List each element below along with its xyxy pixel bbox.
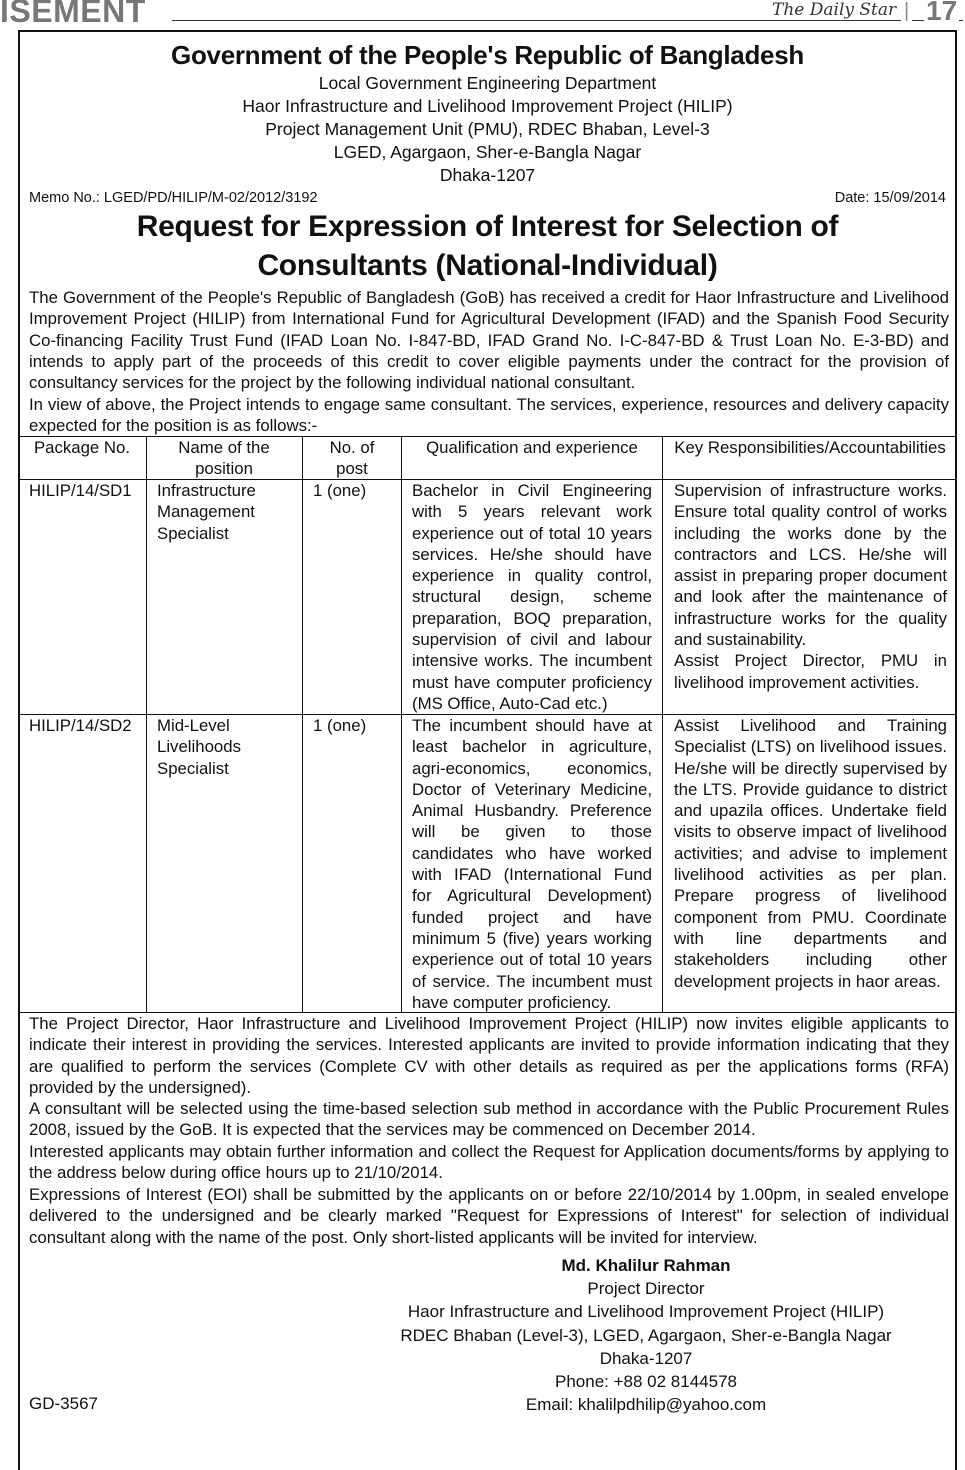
table-column-rule — [302, 436, 303, 1012]
row2-posts: 1 (one) — [313, 716, 367, 735]
closing-paragraph-submission: Expressions of Interest (EOI) shall be submitted by the applicants on or before 22/10/2014 by 1.00pm, in sealed envelope delivered to the undersigned and be clearly marked "Request for Expressions of Interest" for selection of individual consultant along with the name of the post. Only short-listed applicants will be invited for interview. — [29, 1185, 949, 1247]
signatory-name: Md. Khalilur Rahman — [561, 1256, 731, 1275]
gd-code: GD-3567 — [29, 1394, 98, 1413]
signature-line: Haor Infrastructure and Livelihood Improvement Project (HILIP) — [407, 1302, 885, 1322]
row2-package: HILIP/14/SD2 — [29, 716, 132, 735]
row1-package: HILIP/14/SD1 — [29, 481, 132, 500]
notice-title-line-2: Consultants (National-Individual) — [257, 249, 718, 282]
header-qualification: Qualification and experience — [426, 438, 638, 457]
table-column-rule — [662, 436, 663, 1012]
signature-line: Dhaka-1207 — [599, 1348, 693, 1368]
masthead-logo: The Daily Star — [768, 0, 900, 20]
project-line: Haor Infrastructure and Livelihood Improvement Project (HILIP) — [242, 96, 733, 116]
header-posts: No. of post — [329, 438, 375, 479]
closing-paragraph-selection: A consultant will be selected using the time-based selection sub method in accordance with the Public Procurement Rules 2008, issued by the GoB. It is expected that the services may be commenced on December 2014. — [29, 1099, 949, 1140]
table-column-rule — [401, 436, 402, 1012]
header-position: Name of the position — [178, 438, 270, 479]
address-line: LGED, Agargaon, Sher-e-Bangla Nagar — [333, 142, 642, 162]
closing-paragraph-invitation: The Project Director, Haor Infrastructure and Livelihood Improvement Project (HILIP) now invites eligible applicants to indicate their interest in providing the services. Interested applicants are invited to provide information indicating that they are qualified to perform the services (Complete CV with other details as required as per the applications forms (RFA) provided by the undersigned). — [29, 1014, 949, 1097]
signature-block — [346, 1254, 946, 1416]
signature-email: Email: khalilpdhilip@yahoo.com — [525, 1395, 767, 1415]
header-responsibilities: Key Responsibilities/Accountabilities — [674, 438, 946, 457]
row2-qualification: The incumbent should have at least bachelor in agriculture, agri-economics, economics, Doctor of Veterinary Medicine, Animal Husbandry. Preference will be given to those candidates who have worked with IFAD (International Fund for Agricultural Development) funded project and have minimum 5 (five) years working experience out of total 10 years of service. The incumbent must have computer proficiency. — [412, 716, 652, 1012]
table-column-rule — [146, 436, 147, 1012]
memo-number: Memo No.: LGED/PD/HILIP/M-02/2012/3192 — [29, 190, 318, 206]
page-header — [0, 0, 965, 30]
signatory-designation: Project Director — [587, 1279, 705, 1299]
row1-responsibility: Supervision of infrastructure works. Ensure total quality control of works including the works done by the contractors and LCS. He/she will assist in preparing proper document and look after the maintenance of infrastructure works for the quality and sustainability. — [674, 481, 947, 650]
notice-title-line-1: Request for Expression of Interest for Selection of — [136, 210, 839, 243]
row1-responsibility: Assist Project Director, PMU in livelihood improvement activities. — [674, 651, 947, 692]
city-line: Dhaka-1207 — [439, 165, 536, 185]
row1-qualification: Bachelor in Civil Engineering with 5 years relevant work experience out of total 10 years services. He/she should have experience in quality control, structural design, scheme preparation, BOQ preparation, supervision of civil and labour intensive works. The incumbent must have computer proficiency (MS Office, Auto-Cad etc.) — [412, 481, 652, 713]
department-line: Local Government Engineering Department — [318, 73, 657, 93]
pmu-line: Project Management Unit (PMU), RDEC Bhaban, Level-3 — [265, 119, 710, 139]
section-label: ISEMENT — [0, 0, 146, 29]
intro-paragraph: The Government of the People's Republic of Bangladesh (GoB) has received a credit for Haor Infrastructure and Livelihood Improvement Project (HILIP) from International Fund for Agricultural Development (IFAD) and the Spanish Food Security Co-financing Facility Trust Fund (IFAD Loan No. I-847-BD, IFAD Grand No. I-C-847-BD & Trust Loan No. E-3-BD) and intends to apply part of the proceeds of this credit to cover eligible payments under the contract for the provision of consultancy services for the project by the following individual national consultant. — [29, 288, 949, 393]
row1-position: Infrastructure Management Specialist — [157, 481, 256, 543]
intro-paragraph-2: In view of above, the Project intends to engage same consultant. The services, experience, resources and delivery capacity expected for the position is as follows:- — [29, 395, 949, 436]
header-package: Package No. — [33, 438, 131, 457]
row1-posts: 1 (one) — [313, 481, 367, 500]
signature-line: RDEC Bhaban (Level-3), LGED, Agargaon, Sher-e-Bangla Nagar — [400, 1325, 892, 1345]
page-separator: | — [901, 0, 912, 23]
row2-responsibilities: Assist Livelihood and Training Specialist (LTS) on livelihood issues. He/she will be directly supervised by the LTS. Provide guidance to district and upazila offices. Undertake field visits to observe impact of livelihood activities; and advise to implement livelihood activities as per plan. Prepare progress of livelihood component from PMU. Coordinate with line departments and stakeholders including other development projects in haor areas. — [674, 716, 947, 991]
header-rule — [172, 20, 963, 21]
row2-position: Mid-Level Livelihoods Specialist — [157, 716, 241, 778]
memo-date: Date: 15/09/2014 — [834, 190, 946, 206]
row1-responsibilities — [674, 480, 947, 693]
signature-phone: Phone: +88 02 8144578 — [555, 1372, 737, 1392]
page-number: 17 — [924, 0, 959, 27]
closing-paragraph-information: Interested applicants may obtain further information and collect the Request for Application documents/forms by applying to the address below during office hours up to 21/10/2014. — [29, 1142, 949, 1183]
government-title: Government of the People's Republic of Bangladesh — [171, 40, 804, 70]
